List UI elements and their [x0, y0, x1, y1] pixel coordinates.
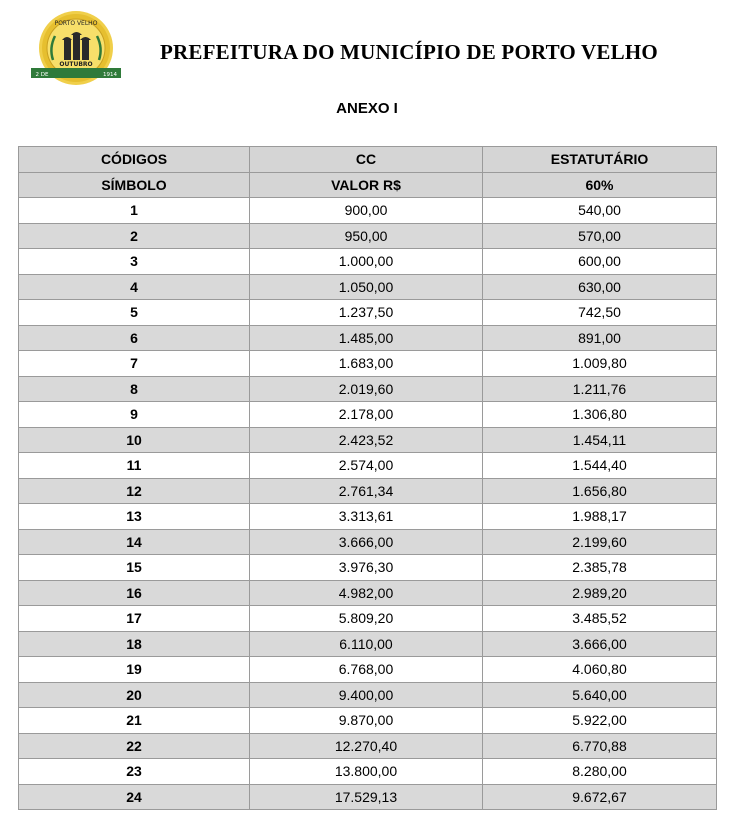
statutory-value-cell: 1.009,80 [483, 351, 717, 377]
table-row [19, 453, 717, 479]
cc-value-cell: 2.574,00 [250, 453, 483, 479]
cc-value-cell: 1.485,00 [250, 325, 483, 351]
symbol-cell: 4 [19, 274, 250, 300]
statutory-value-cell: 1.988,17 [483, 504, 717, 530]
symbol-cell: 24 [19, 784, 250, 810]
table-row [19, 657, 717, 683]
statutory-value-cell: 1.454,11 [483, 427, 717, 453]
statutory-value-cell: 891,00 [483, 325, 717, 351]
statutory-value-cell: 1.306,80 [483, 402, 717, 428]
symbol-cell: 15 [19, 555, 250, 581]
cc-value-cell: 6.768,00 [250, 657, 483, 683]
statutory-value-cell: 5.640,00 [483, 682, 717, 708]
cc-value-cell: 3.976,30 [250, 555, 483, 581]
statutory-value-cell: 570,00 [483, 223, 717, 249]
symbol-cell: 21 [19, 708, 250, 734]
cc-value-cell: 2.178,00 [250, 402, 483, 428]
table-row [19, 682, 717, 708]
statutory-value-cell: 3.666,00 [483, 631, 717, 657]
table-row [19, 784, 717, 810]
cc-value-cell: 4.982,00 [250, 580, 483, 606]
cc-value-cell: 9.870,00 [250, 708, 483, 734]
cc-value-cell: 950,00 [250, 223, 483, 249]
cc-value-cell: 1.000,00 [250, 249, 483, 275]
symbol-cell: 11 [19, 453, 250, 479]
statutory-value-cell: 4.060,80 [483, 657, 717, 683]
header-cc: CC [250, 147, 483, 173]
table-row [19, 325, 717, 351]
cc-value-cell: 1.050,00 [250, 274, 483, 300]
table-subheader-row [19, 172, 717, 198]
cc-value-cell: 2.019,60 [250, 376, 483, 402]
symbol-cell: 18 [19, 631, 250, 657]
table-header-row [19, 147, 717, 173]
symbol-cell: 12 [19, 478, 250, 504]
table-row [19, 351, 717, 377]
symbol-cell: 19 [19, 657, 250, 683]
table-row [19, 759, 717, 785]
statutory-value-cell: 5.922,00 [483, 708, 717, 734]
table-row [19, 606, 717, 632]
cc-value-cell: 17.529,13 [250, 784, 483, 810]
statutory-value-cell: 742,50 [483, 300, 717, 326]
statutory-value-cell: 3.485,52 [483, 606, 717, 632]
cc-value-cell: 6.110,00 [250, 631, 483, 657]
cc-value-cell: 9.400,00 [250, 682, 483, 708]
table-row [19, 631, 717, 657]
statutory-value-cell: 1.656,80 [483, 478, 717, 504]
symbol-cell: 17 [19, 606, 250, 632]
symbol-cell: 8 [19, 376, 250, 402]
statutory-value-cell: 1.544,40 [483, 453, 717, 479]
annex-heading: ANEXO I [336, 100, 398, 117]
cc-value-cell: 1.237,50 [250, 300, 483, 326]
table-row [19, 733, 717, 759]
symbol-cell: 16 [19, 580, 250, 606]
symbol-cell: 9 [19, 402, 250, 428]
symbol-cell: 10 [19, 427, 250, 453]
cc-value-cell: 2.423,52 [250, 427, 483, 453]
table-row [19, 580, 717, 606]
symbol-cell: 14 [19, 529, 250, 555]
symbol-cell: 7 [19, 351, 250, 377]
table-row [19, 249, 717, 275]
cc-value-cell: 2.761,34 [250, 478, 483, 504]
cc-value-cell: 3.313,61 [250, 504, 483, 530]
statutory-value-cell: 1.211,76 [483, 376, 717, 402]
table-row [19, 708, 717, 734]
symbol-cell: 1 [19, 198, 250, 224]
cc-value-cell: 900,00 [250, 198, 483, 224]
statutory-value-cell: 540,00 [483, 198, 717, 224]
statutory-value-cell: 2.199,60 [483, 529, 717, 555]
statutory-value-cell: 8.280,00 [483, 759, 717, 785]
seal-text-top: PORTO VELHO [54, 20, 98, 27]
header-statutory: ESTATUTÁRIO [483, 147, 717, 173]
table-row [19, 555, 717, 581]
symbol-cell: 5 [19, 300, 250, 326]
table-row [19, 223, 717, 249]
statutory-value-cell: 6.770,88 [483, 733, 717, 759]
table-row [19, 402, 717, 428]
table-row [19, 274, 717, 300]
cc-value-cell: 3.666,00 [250, 529, 483, 555]
statutory-value-cell: 600,00 [483, 249, 717, 275]
table-row [19, 427, 717, 453]
header-symbol: SÍMBOLO [19, 172, 250, 198]
symbol-cell: 6 [19, 325, 250, 351]
header-codes: CÓDIGOS [19, 147, 250, 173]
symbol-cell: 23 [19, 759, 250, 785]
salary-table [18, 146, 717, 810]
municipal-seal-logo [31, 10, 121, 86]
statutory-value-cell: 2.989,20 [483, 580, 717, 606]
symbol-cell: 20 [19, 682, 250, 708]
symbol-cell: 2 [19, 223, 250, 249]
statutory-value-cell: 2.385,78 [483, 555, 717, 581]
header-percent: 60% [483, 172, 717, 198]
cc-value-cell: 5.809,20 [250, 606, 483, 632]
seal-text-right: 1914 [103, 72, 117, 78]
table-row [19, 504, 717, 530]
symbol-cell: 3 [19, 249, 250, 275]
table-row [19, 529, 717, 555]
statutory-value-cell: 9.672,67 [483, 784, 717, 810]
seal-text-left: 2 DE [35, 72, 49, 78]
cc-value-cell: 13.800,00 [250, 759, 483, 785]
cc-value-cell: 1.683,00 [250, 351, 483, 377]
table-row [19, 376, 717, 402]
table-body [19, 198, 717, 810]
symbol-cell: 13 [19, 504, 250, 530]
table-row [19, 300, 717, 326]
document-header [0, 0, 734, 95]
table-row [19, 198, 717, 224]
page-title: PREFEITURA DO MUNICÍPIO DE PORTO VELHO [160, 40, 658, 64]
statutory-value-cell: 630,00 [483, 274, 717, 300]
symbol-cell: 22 [19, 733, 250, 759]
seal-text-ribbon: OUTUBRO [59, 61, 93, 68]
header-value: VALOR R$ [250, 172, 483, 198]
table-row [19, 478, 717, 504]
cc-value-cell: 12.270,40 [250, 733, 483, 759]
